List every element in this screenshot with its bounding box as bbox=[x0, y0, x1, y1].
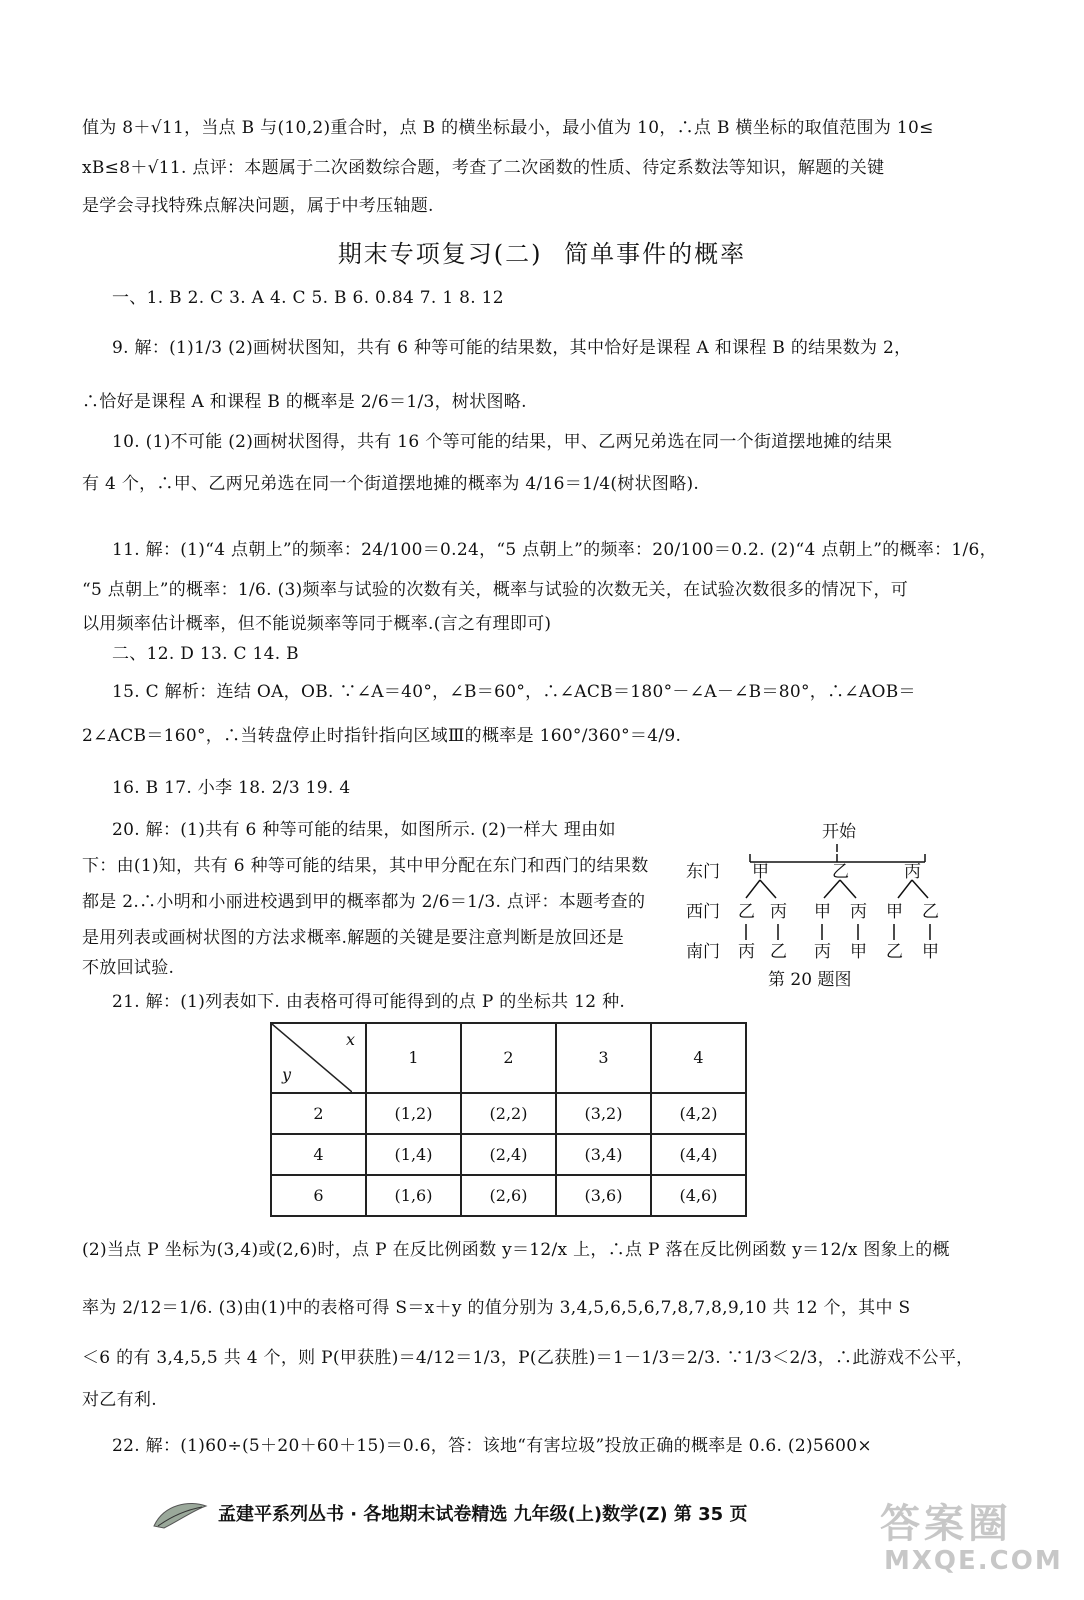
answer-line: ∴恰好是课程 A 和课程 B 的概率是 2/6＝1/3，树状图略. bbox=[82, 392, 527, 412]
text-line: 是学会寻找特殊点解决问题，属于中考压轴题. bbox=[82, 196, 434, 216]
table-cell: (2,2) bbox=[461, 1093, 556, 1134]
answer-line: 对乙有利. bbox=[82, 1390, 157, 1410]
row-header: 6 bbox=[271, 1175, 366, 1216]
tree-node: 乙 bbox=[886, 942, 903, 962]
answer-line: 16. B 17. 小李 18. 2/3 19. 4 bbox=[112, 778, 351, 798]
table-cell: (4,2) bbox=[651, 1093, 746, 1134]
answer-line: 15. C 解析：连结 OA，OB. ∵∠A＝40°，∠B＝60°，∴∠ACB＝180°－∠A－∠B＝80°，∴∠AOB＝ bbox=[112, 682, 916, 702]
tree-row-label: 西门 bbox=[686, 902, 720, 922]
answer-line: 2∠ACB＝160°，∴当转盘停止时指针指向区域Ⅲ的概率是 160°/360°＝4/9. bbox=[82, 726, 682, 746]
answer-line: ＜6 的有 3,4,5,5 共 4 个，则 P(甲获胜)＝4/12＝1/3，P(乙获胜)＝1－1/3＝2/3. ∵1/3＜2/3，∴此游戏不公平， bbox=[82, 1348, 974, 1368]
answer-line: 20. 解：(1)共有 6 种等可能的结果，如图所示. (2)一样大 理由如 bbox=[112, 820, 616, 840]
column-header: 3 bbox=[556, 1023, 651, 1093]
table-row bbox=[271, 1134, 746, 1175]
figure-caption: 第 20 题图 bbox=[768, 970, 852, 990]
section-title-part: 期末专项复习(二) bbox=[337, 240, 543, 268]
answer-line: 一、1. B 2. C 3. A 4. C 5. B 6. 0.84 7. 1 8. 12 bbox=[112, 288, 504, 308]
tree-node: 乙 bbox=[770, 942, 787, 962]
tree-node: 丙 bbox=[904, 862, 921, 882]
row-header: 4 bbox=[271, 1134, 366, 1175]
watermark-url: MXQE.COM bbox=[884, 1546, 1063, 1576]
table-header-row bbox=[271, 1023, 746, 1093]
tree-node: 丙 bbox=[814, 942, 831, 962]
tree-node: 乙 bbox=[832, 862, 849, 882]
tree-node: 甲 bbox=[886, 902, 903, 922]
answer-line: 有 4 个，∴甲、乙两兄弟选在同一个街道摆地摊的概率为 4/16＝1/4(树状图略). bbox=[82, 474, 700, 494]
footer-text: 孟建平系列丛书 · 各地期末试卷精选 九年级(上)数学(Z) 第 35 页 bbox=[218, 1504, 748, 1525]
table-corner-cell bbox=[271, 1023, 366, 1093]
page-footer bbox=[150, 1498, 830, 1532]
table-cell: (3,4) bbox=[556, 1134, 651, 1175]
table-cell: (3,6) bbox=[556, 1175, 651, 1216]
x-axis-label: x bbox=[345, 1030, 355, 1049]
tree-node: 丙 bbox=[738, 942, 755, 962]
answer-line: 是用列表或画树状图的方法求概率.解题的关键是要注意判断是放回还是 bbox=[82, 928, 625, 948]
text-line: 值为 8＋√11，当点 B 与(10,2)重合时，点 B 的横坐标最小，最小值为 10，∴点 B 横坐标的取值范围为 10≤ bbox=[82, 118, 934, 138]
tree-row-label: 南门 bbox=[686, 942, 720, 962]
y-axis-label: y bbox=[282, 1064, 292, 1084]
answer-line: 不放回试验. bbox=[82, 958, 175, 978]
watermark bbox=[880, 1500, 1063, 1576]
table-cell: (3,2) bbox=[556, 1093, 651, 1134]
tree-node: 丙 bbox=[770, 902, 787, 922]
answer-line: 率为 2/12＝1/6. (3)由(1)中的表格可得 S＝x＋y 的值分别为 3,4,5,6,5,6,7,8,7,8,9,10 共 12 个，其中 S bbox=[82, 1298, 911, 1318]
answer-line: 下：由(1)知，共有 6 种等可能的结果，其中甲分配在东门和西门的结果数 bbox=[82, 856, 649, 876]
tree-node: 甲 bbox=[814, 902, 831, 922]
table-cell: (4,6) bbox=[651, 1175, 746, 1216]
column-header: 2 bbox=[461, 1023, 556, 1093]
answer-line: 11. 解：(1)“4 点朝上”的频率：24/100＝0.24，“5 点朝上”的频率：20/100＝0.2. (2)“4 点朝上”的概率：1/6， bbox=[112, 540, 997, 560]
table-cell: (1,6) bbox=[366, 1175, 461, 1216]
table-cell: (1,4) bbox=[366, 1134, 461, 1175]
column-header: 4 bbox=[651, 1023, 746, 1093]
table-cell: (2,4) bbox=[461, 1134, 556, 1175]
tree-node: 甲 bbox=[850, 942, 867, 962]
tree-node: 乙 bbox=[738, 902, 755, 922]
answer-line: 二、12. D 13. C 14. B bbox=[112, 644, 299, 664]
tree-row-label: 东门 bbox=[686, 862, 720, 882]
column-header: 1 bbox=[366, 1023, 461, 1093]
tree-node: 乙 bbox=[922, 902, 939, 922]
text-line: xB≤8＋√11. 点评：本题属于二次函数综合题，考查了二次函数的性质、待定系数法等知识，解题的关键 bbox=[82, 158, 885, 178]
answer-line: 都是 2.∴小明和小丽进校遇到甲的概率都为 2/6＝1/3. 点评：本题考查的 bbox=[82, 892, 646, 912]
answer-line: 22. 解：(1)60÷(5＋20＋60＋15)＝0.6，答：该地“有害垃圾”投放正确的概率是 0.6. (2)5600× bbox=[112, 1436, 872, 1456]
leaf-logo-icon bbox=[150, 1498, 210, 1532]
answer-line: “5 点朝上”的概率：1/6. (3)频率与试验的次数有关，概率与试验的次数无关，在试验次数很多的情况下，可 bbox=[82, 580, 909, 600]
section-title-part: 简单事件的概率 bbox=[564, 240, 747, 268]
table-cell: (4,4) bbox=[651, 1134, 746, 1175]
tree-diagram bbox=[680, 820, 970, 1000]
answer-line: (2)当点 P 坐标为(3,4)或(2,6)时，点 P 在反比例函数 y＝12/x 上，∴点 P 落在反比例函数 y＝12/x 图象上的概 bbox=[82, 1240, 950, 1260]
tree-node: 甲 bbox=[922, 942, 939, 962]
answer-line: 10. (1)不可能 (2)画树状图得，共有 16 个等可能的结果，甲、乙两兄弟选在同一个街道摆地摊的结果 bbox=[112, 432, 893, 452]
table-row bbox=[271, 1175, 746, 1216]
watermark-logo: 答案圈 bbox=[880, 1501, 1012, 1547]
tree-node: 丙 bbox=[850, 902, 867, 922]
table-cell: (2,6) bbox=[461, 1175, 556, 1216]
table-row bbox=[271, 1093, 746, 1134]
tree-root: 开始 bbox=[822, 822, 856, 842]
answer-line: 21. 解：(1)列表如下. 由表格可得可能得到的点 P 的坐标共 12 种. bbox=[112, 992, 626, 1012]
coordinate-table bbox=[270, 1022, 747, 1217]
answer-line: 以用频率估计概率，但不能说频率等同于概率.(言之有理即可) bbox=[82, 614, 552, 634]
answer-line: 9. 解：(1)1/3 (2)画树状图知，共有 6 种等可能的结果数，其中恰好是课程 A 和课程 B 的结果数为 2， bbox=[112, 338, 912, 358]
section-title bbox=[0, 240, 1084, 269]
tree-node: 甲 bbox=[752, 862, 769, 882]
row-header: 2 bbox=[271, 1093, 366, 1134]
table-cell: (1,2) bbox=[366, 1093, 461, 1134]
